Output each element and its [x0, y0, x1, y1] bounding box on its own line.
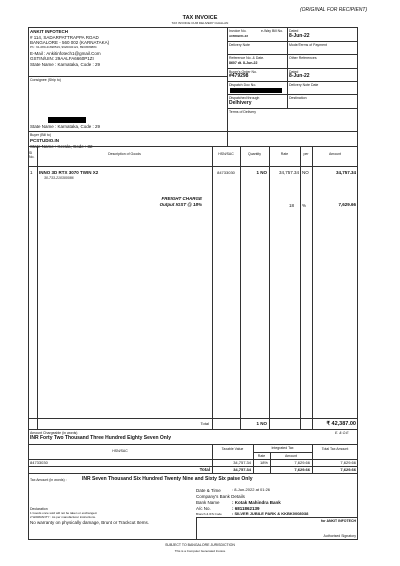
buyer-state: State Name : Kerala, Code : 32: [30, 144, 93, 149]
divider: [212, 146, 213, 429]
freight-pct: 18: [288, 203, 294, 208]
col-sl-header: Sl No.: [29, 151, 35, 159]
order-no-label: Buyer's Order No.: [229, 70, 257, 74]
divider: [37, 146, 38, 429]
divider: [28, 418, 358, 419]
divider: [312, 146, 313, 429]
divider: [269, 146, 270, 429]
item-amount: 34,757.34: [335, 170, 356, 175]
freight-pct-sign: %: [302, 203, 307, 208]
tax-row-total: 7,629.66: [340, 460, 356, 465]
amount-words: INR Forty Two Thousand Three Hundred Eighty Seven Only: [30, 435, 172, 441]
other-references-label: Other References: [289, 56, 317, 60]
divider: [28, 76, 227, 77]
items-total-amount: ₹ 42,387.00: [326, 421, 356, 427]
order-dated-label: Dated: [289, 70, 299, 74]
tax-total-taxable: 34,757.34: [233, 467, 251, 472]
item-sl: 1: [30, 170, 33, 175]
terms-of-delivery-label: Terms of Delivery: [229, 110, 257, 114]
divider: [28, 444, 358, 445]
tax-row-rate: 18%: [259, 460, 268, 465]
divider: [28, 473, 358, 474]
tax-total-header: Total Tax Amount: [321, 447, 349, 451]
items-total-quantity: 1 NO: [256, 421, 267, 426]
branch-ifsc: : SILVER JUBILE PARK & KKBK0008038: [232, 511, 309, 516]
page-subtitle: TAX INVOICE CUM DELIVERY CHALLAN: [171, 21, 229, 25]
dated-label: Dated: [289, 29, 299, 33]
tax-amount-header: Amount: [284, 454, 298, 458]
seller-state: State Name : Karnataka, Code : 29: [30, 62, 101, 67]
seller-gstin: GSTIN/UIN: 29AALFA6660P1ZI: [30, 56, 94, 61]
for-company: for ANKIT INFOTECH: [320, 519, 356, 523]
seller-name: ANKIT INFOTECH: [30, 29, 68, 34]
mode-terms-label: Mode/Terms of Payment: [289, 43, 327, 47]
col-amount-header: Amount: [328, 152, 342, 156]
items-total-label: Total: [200, 421, 209, 426]
tax-total-amount: 7,629.66: [294, 467, 310, 472]
authorised-signatory: Authorised Signatory: [323, 534, 356, 538]
col-per-header: per: [303, 152, 309, 156]
branch-label: Branch & IFS Code: [196, 512, 222, 516]
col-rate-header: Rate: [280, 152, 289, 156]
declaration-line3: No warranty on physically damage, Brunt or Trackcut Items.: [30, 520, 150, 525]
item-quantity: 1 NO: [256, 170, 267, 175]
divider: [227, 27, 228, 146]
freight-amount: 7,629.66: [338, 202, 356, 207]
divider: [28, 166, 358, 167]
col-hsn-header: HSN/SAC: [218, 152, 234, 156]
bank-name: : Kotak Mahindra Bank: [232, 500, 281, 505]
eoe-label: E. & O.E: [335, 431, 349, 435]
consignee-label: Consignee (Ship to): [30, 78, 61, 82]
date-time: : 8-Jun-2022 at 01:26: [232, 487, 271, 492]
divider: [28, 146, 358, 147]
divider: [300, 146, 301, 429]
computer-generated-note: This is a Computer Generated Invoice: [174, 549, 226, 553]
page-title: TAX INVOICE: [182, 15, 218, 21]
original-note: (ORIGINAL FOR RECIPIENT): [300, 7, 368, 13]
divider: [196, 517, 358, 518]
tax-rate-header: Rate: [257, 454, 266, 458]
declaration-line1: 1 Goods once sold will not be taken or exchanged.: [30, 511, 98, 515]
reference-label: Reference No. & Date.: [229, 56, 265, 60]
jurisdiction-note: SUBJECT TO BANGALORE JURISDICTION: [165, 543, 235, 547]
invoice-no-label: Invoice No.: [229, 29, 247, 33]
tax-integrated-header: Integrated Tax: [271, 446, 294, 450]
tax-words: INR Seven Thousand Six Hundred Twenty Nine and Sixty Six paise Only: [82, 476, 253, 482]
bank-name-label: Bank Name: [196, 500, 220, 505]
divider: [227, 68, 358, 69]
tax-row-amount: 7,629.66: [294, 460, 310, 465]
divider: [196, 517, 197, 540]
divider: [253, 452, 312, 453]
divider: [227, 94, 358, 95]
buyer-label: Buyer (Bill to): [30, 133, 52, 137]
tax-hsn-header: HSN/SAC: [112, 449, 128, 453]
redaction-bar: [48, 117, 86, 123]
account-label: A/c No.: [196, 506, 211, 511]
dispatched-through: Delhivery: [229, 100, 252, 106]
divider: [227, 131, 358, 132]
order-no: #479298: [229, 73, 249, 79]
item-serial: 30-733-210300086: [44, 176, 74, 180]
declaration-line2: 2 WARRANTY : As per manufacturer instructions.: [30, 515, 96, 519]
item-hsn: 84733030: [217, 170, 235, 175]
dispatch-doc-label: Dispatch Doc No.: [229, 83, 257, 87]
reference-value: 8607 dt. 8-Jun-22: [229, 61, 258, 65]
item-name: INNO 3D RTX 3070 TWIN X2: [39, 170, 99, 175]
divider: [227, 81, 358, 82]
date-time-label: Date & Time: [196, 488, 221, 493]
divider: [227, 41, 358, 42]
invoice-no: AI/6582/21-22: [229, 34, 249, 38]
delivery-note-label: Delivery Note: [229, 43, 251, 47]
seller-email: E-Mail : Ankitinfotech1@gmail.Com: [30, 51, 101, 56]
tax-taxable-header: Taxable Value: [221, 447, 244, 451]
seller-address2: BANGALORE - 560 002 (KARNATAKA): [30, 40, 110, 45]
dispatched-through-label: Dispatched through: [229, 96, 260, 100]
seller-phone: Ph : 91-080-41698519, 9620032121, 8904589884: [30, 45, 97, 49]
freight-tax: Output IGST @ 18%: [159, 202, 202, 207]
col-quantity-header: Quantity: [247, 152, 262, 156]
amount-words-label: Amount Chargeable (in words): [30, 431, 78, 435]
seller-address1: # 114, SADARPATTRAPPA ROAD: [30, 35, 99, 40]
divider: [240, 146, 241, 429]
delivery-note-date-label: Delivery Note Date: [289, 83, 319, 87]
divider: [28, 131, 227, 132]
consignee-state: State Name : Karnataka, Code : 29: [30, 124, 101, 129]
divider: [28, 429, 358, 430]
tax-row-taxable: 34,757.34: [233, 460, 251, 465]
declaration-label: Declaration: [30, 507, 48, 511]
bank-details-label: Company's Bank Details: [196, 494, 245, 499]
divider: [227, 108, 358, 109]
eway-label: e-Way Bill No.: [261, 29, 284, 33]
buyer-name: PCSTUDIO.IN: [30, 138, 60, 143]
account-no: : 6811862139: [232, 506, 260, 511]
invoice-date: 8-Jun-22: [289, 33, 310, 39]
divider: [227, 54, 358, 55]
tax-total-total: 7,629.66: [340, 467, 356, 472]
order-date: 8-Jun-22: [289, 73, 310, 79]
item-rate: 34,757.34: [278, 170, 299, 175]
tax-total-label: Total: [199, 467, 210, 472]
item-per: NO: [302, 170, 309, 175]
destination-label: Destination: [289, 96, 307, 100]
redaction-bar: [230, 88, 282, 93]
col-description-header: Description of Goods: [108, 152, 141, 156]
freight-label: FREIGHT CHARGE: [161, 196, 202, 201]
tax-row-hsn: 84733030: [30, 460, 48, 465]
tax-words-label: Tax Amount (in words) :: [30, 478, 67, 482]
